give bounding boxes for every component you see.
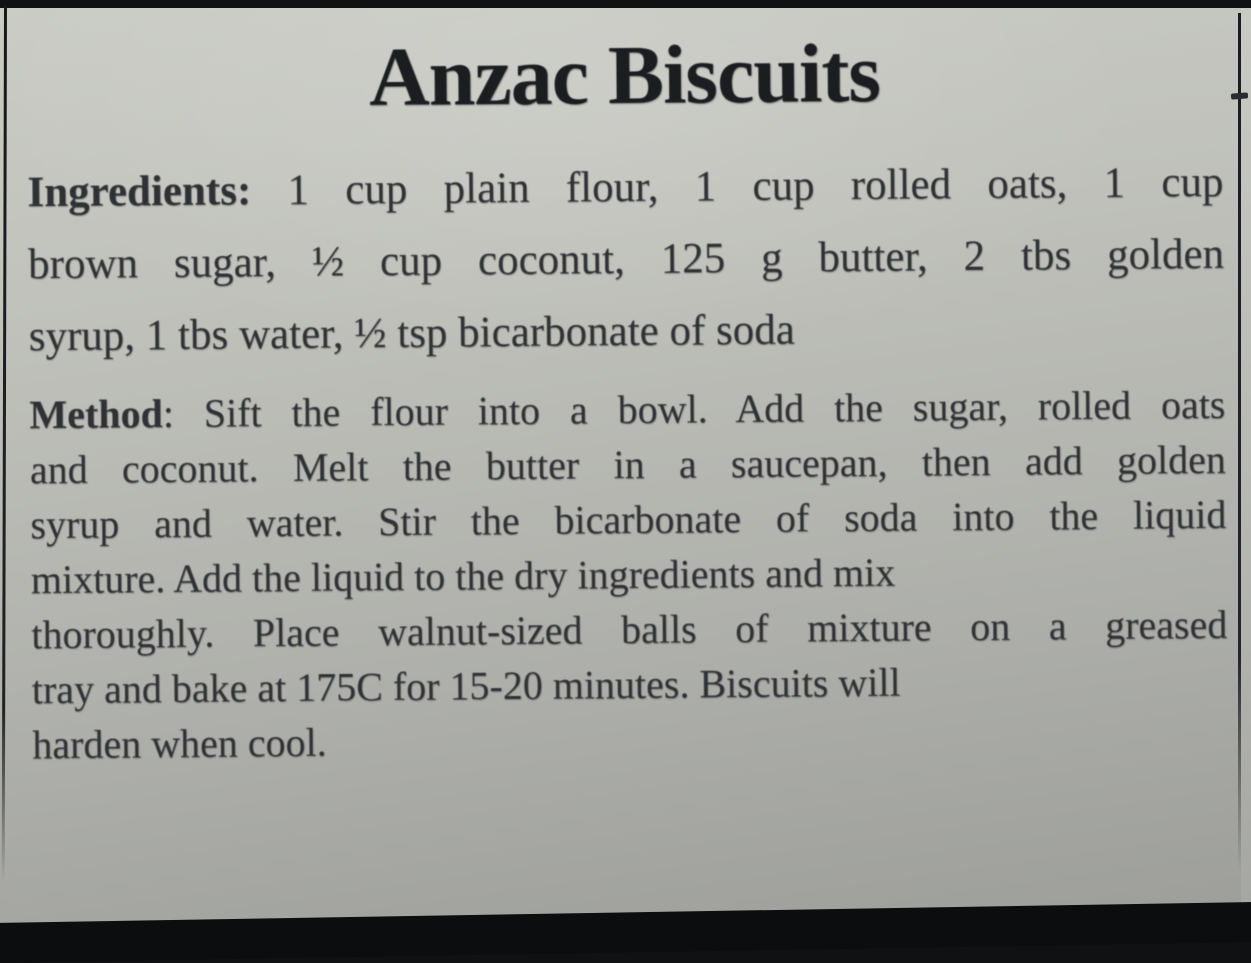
text-line: tray and bake at 175C for 15-20 minutes. Biscuits will [31, 659, 901, 713]
card-bottom-edge [0, 902, 1251, 963]
text-line: syrup, 1 tbs water, ½ tsp bicarbonate of soda [28, 306, 796, 361]
recipe-content [26, 13, 1228, 772]
text-line: thoroughly. Place walnut-sized balls of mixture on a greased [31, 601, 1228, 658]
paragraph-label: Method [29, 391, 163, 438]
text-line: brown sugar, ½ cup coconut, 125 g butter, 2 tbs golden [27, 230, 1225, 289]
text-line: Method: Sift the flour into a bowl. Add the sugar, rolled oats [29, 381, 1226, 438]
text-line: harden when cool. [32, 719, 327, 768]
recipe-title: Anzac Biscuits [368, 26, 881, 125]
ingredients-paragraph [27, 147, 1225, 373]
text-line: syrup and water. Stir the bicarbonate of soda into the liquid [30, 491, 1227, 548]
card-top-edge [0, 0, 1251, 8]
card-right-background-sliver [1241, 8, 1251, 926]
card-right-edge [1238, 13, 1241, 873]
paragraph-label: Ingredients: [27, 167, 252, 217]
card-right-notch [1231, 92, 1248, 99]
text-line: and coconut. Melt the butter in a saucepan, then add golden [29, 436, 1227, 493]
card-left-edge [2, 6, 7, 884]
text-line: mixture. Add the liquid to the dry ingredients and mix [30, 549, 896, 603]
method-paragraph [29, 377, 1228, 772]
text-line: Ingredients: 1 cup plain flour, 1 cup rolled oats, 1 cup [27, 158, 1224, 217]
